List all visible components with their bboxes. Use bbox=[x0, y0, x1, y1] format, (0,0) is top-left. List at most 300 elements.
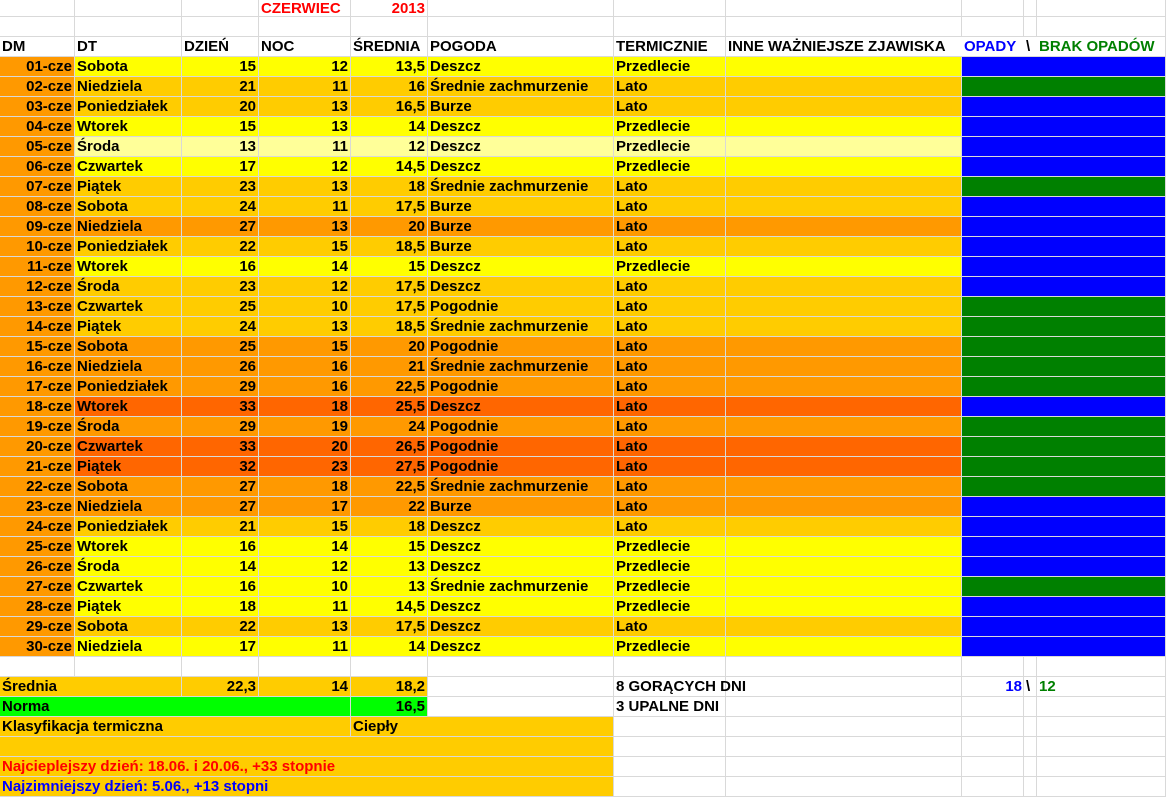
grid-cell[interactable] bbox=[726, 717, 962, 737]
cell-inne[interactable] bbox=[726, 277, 962, 297]
cell-termicznie[interactable]: Przedlecie bbox=[614, 117, 726, 137]
cell-pogoda[interactable]: Deszcz bbox=[428, 557, 614, 577]
grid-cell[interactable] bbox=[428, 0, 614, 17]
cell-opady-dry[interactable] bbox=[962, 337, 1166, 357]
cell-dt[interactable]: Sobota bbox=[75, 197, 182, 217]
cell-opady-dry[interactable] bbox=[962, 437, 1166, 457]
cell-opady-dry[interactable] bbox=[962, 477, 1166, 497]
cell-inne[interactable] bbox=[726, 337, 962, 357]
grid-cell[interactable] bbox=[726, 17, 962, 37]
cell-dm[interactable]: 18-cze bbox=[0, 397, 75, 417]
cell-noc[interactable]: 15 bbox=[259, 237, 351, 257]
grid-cell[interactable] bbox=[1037, 737, 1166, 757]
grid-cell[interactable] bbox=[962, 757, 1024, 777]
cell-noc[interactable]: 11 bbox=[259, 597, 351, 617]
cell-inne[interactable] bbox=[726, 417, 962, 437]
cell-dm[interactable]: 27-cze bbox=[0, 577, 75, 597]
grid-cell[interactable] bbox=[962, 697, 1024, 717]
cell-srednia[interactable]: 12 bbox=[351, 137, 428, 157]
grid-cell[interactable] bbox=[962, 657, 1024, 677]
cell-dzien[interactable]: 25 bbox=[182, 297, 259, 317]
cell-opady-rain[interactable] bbox=[962, 597, 1166, 617]
header-dt[interactable]: DT bbox=[75, 37, 182, 57]
cell-termicznie[interactable]: Lato bbox=[614, 197, 726, 217]
grid-cell[interactable] bbox=[962, 0, 1024, 17]
header-dm[interactable]: DM bbox=[0, 37, 75, 57]
cell-srednia[interactable]: 22,5 bbox=[351, 477, 428, 497]
cell-dzien[interactable]: 21 bbox=[182, 77, 259, 97]
cell-inne[interactable] bbox=[726, 117, 962, 137]
cell-inne[interactable] bbox=[726, 317, 962, 337]
cell-inne[interactable] bbox=[726, 457, 962, 477]
cell-dm[interactable]: 20-cze bbox=[0, 437, 75, 457]
cell-noc[interactable]: 16 bbox=[259, 357, 351, 377]
grid-cell[interactable] bbox=[0, 17, 75, 37]
cell-srednia[interactable]: 24 bbox=[351, 417, 428, 437]
cell-opady-rain[interactable] bbox=[962, 637, 1166, 657]
cell-inne[interactable] bbox=[726, 137, 962, 157]
header-dzien[interactable]: DZIEŃ bbox=[182, 37, 259, 57]
grid-cell[interactable] bbox=[428, 677, 614, 697]
cell-termicznie[interactable]: Lato bbox=[614, 237, 726, 257]
summary-brak-count[interactable]: 12 bbox=[1037, 677, 1166, 697]
cell-opady-rain[interactable] bbox=[962, 497, 1166, 517]
cell-dm[interactable]: 01-cze bbox=[0, 57, 75, 77]
cell-opady-rain[interactable] bbox=[962, 157, 1166, 177]
cell-noc[interactable]: 11 bbox=[259, 197, 351, 217]
cell-inne[interactable] bbox=[726, 557, 962, 577]
cell-dt[interactable]: Niedziela bbox=[75, 637, 182, 657]
cell-dt[interactable]: Wtorek bbox=[75, 397, 182, 417]
cell-srednia[interactable]: 21 bbox=[351, 357, 428, 377]
cell-srednia[interactable]: 18,5 bbox=[351, 237, 428, 257]
grid-cell[interactable] bbox=[962, 17, 1024, 37]
cell-opady-dry[interactable] bbox=[962, 457, 1166, 477]
cell-dt[interactable]: Środa bbox=[75, 557, 182, 577]
grid-cell[interactable] bbox=[428, 17, 614, 37]
cell-srednia[interactable]: 14 bbox=[351, 117, 428, 137]
cell-dzien[interactable]: 15 bbox=[182, 57, 259, 77]
cell-opady-dry[interactable] bbox=[962, 317, 1166, 337]
grid-cell[interactable] bbox=[1024, 737, 1037, 757]
grid-cell[interactable] bbox=[1024, 717, 1037, 737]
cell-termicznie[interactable]: Lato bbox=[614, 437, 726, 457]
title-month[interactable]: CZERWIEC bbox=[259, 0, 351, 17]
grid-cell[interactable] bbox=[351, 17, 428, 37]
cell-noc[interactable]: 12 bbox=[259, 557, 351, 577]
cell-srednia[interactable]: 18 bbox=[351, 177, 428, 197]
grid-cell[interactable] bbox=[1024, 777, 1037, 797]
grid-cell[interactable] bbox=[726, 737, 962, 757]
cell-dzien[interactable]: 21 bbox=[182, 517, 259, 537]
grid-cell[interactable] bbox=[726, 0, 962, 17]
grid-cell[interactable] bbox=[428, 657, 614, 677]
cell-termicznie[interactable]: Lato bbox=[614, 177, 726, 197]
cell-dzien[interactable]: 33 bbox=[182, 437, 259, 457]
cell-opady-rain[interactable] bbox=[962, 617, 1166, 637]
cell-noc[interactable]: 15 bbox=[259, 337, 351, 357]
cell-dt[interactable]: Czwartek bbox=[75, 437, 182, 457]
cell-dm[interactable]: 25-cze bbox=[0, 537, 75, 557]
grid-cell[interactable] bbox=[0, 657, 75, 677]
cell-srednia[interactable]: 18 bbox=[351, 517, 428, 537]
cell-dt[interactable]: Sobota bbox=[75, 477, 182, 497]
cell-termicznie[interactable]: Przedlecie bbox=[614, 577, 726, 597]
cell-pogoda[interactable]: Średnie zachmurzenie bbox=[428, 577, 614, 597]
cell-dzien[interactable]: 24 bbox=[182, 197, 259, 217]
cell-dm[interactable]: 21-cze bbox=[0, 457, 75, 477]
cell-noc[interactable]: 19 bbox=[259, 417, 351, 437]
grid-cell[interactable] bbox=[1024, 657, 1037, 677]
summary-srednia-dzien[interactable]: 22,3 bbox=[182, 677, 259, 697]
grid-cell[interactable] bbox=[1037, 757, 1166, 777]
grid-cell[interactable] bbox=[726, 657, 962, 677]
cell-opady-rain[interactable] bbox=[962, 537, 1166, 557]
cell-inne[interactable] bbox=[726, 177, 962, 197]
cell-pogoda[interactable]: Deszcz bbox=[428, 537, 614, 557]
grid-cell[interactable] bbox=[726, 757, 962, 777]
cell-inne[interactable] bbox=[726, 477, 962, 497]
cell-dt[interactable]: Środa bbox=[75, 417, 182, 437]
cell-dzien[interactable]: 27 bbox=[182, 477, 259, 497]
cell-dzien[interactable]: 32 bbox=[182, 457, 259, 477]
cell-termicznie[interactable]: Przedlecie bbox=[614, 537, 726, 557]
grid-cell[interactable] bbox=[962, 717, 1024, 737]
cell-pogoda[interactable]: Deszcz bbox=[428, 397, 614, 417]
grid-cell[interactable] bbox=[1024, 0, 1037, 17]
header-inne[interactable]: INNE WAŻNIEJSZE ZJAWISKA bbox=[726, 37, 962, 57]
cell-dt[interactable]: Wtorek bbox=[75, 537, 182, 557]
grid-cell[interactable] bbox=[259, 17, 351, 37]
cell-srednia[interactable]: 18,5 bbox=[351, 317, 428, 337]
cell-dm[interactable]: 08-cze bbox=[0, 197, 75, 217]
cell-dzien[interactable]: 23 bbox=[182, 277, 259, 297]
grid-cell[interactable] bbox=[1037, 17, 1166, 37]
cell-srednia[interactable]: 17,5 bbox=[351, 297, 428, 317]
cell-inne[interactable] bbox=[726, 497, 962, 517]
summary-norma-value[interactable]: 16,5 bbox=[351, 697, 428, 717]
cell-pogoda[interactable]: Średnie zachmurzenie bbox=[428, 77, 614, 97]
cell-srednia[interactable]: 13 bbox=[351, 557, 428, 577]
cell-noc[interactable]: 13 bbox=[259, 617, 351, 637]
cell-inne[interactable] bbox=[726, 397, 962, 417]
cell-dzien[interactable]: 23 bbox=[182, 177, 259, 197]
cell-opady-dry[interactable] bbox=[962, 77, 1166, 97]
cell-dm[interactable]: 07-cze bbox=[0, 177, 75, 197]
cell-dzien[interactable]: 18 bbox=[182, 597, 259, 617]
cell-noc[interactable]: 18 bbox=[259, 397, 351, 417]
cell-dzien[interactable]: 13 bbox=[182, 137, 259, 157]
cell-noc[interactable]: 13 bbox=[259, 97, 351, 117]
header-pogoda[interactable]: POGODA bbox=[428, 37, 614, 57]
cell-pogoda[interactable]: Deszcz bbox=[428, 597, 614, 617]
summary-klasyfikacja-value[interactable]: Ciepły bbox=[351, 717, 614, 737]
cell-dt[interactable]: Piątek bbox=[75, 317, 182, 337]
cell-pogoda[interactable]: Pogodnie bbox=[428, 457, 614, 477]
cell-dt[interactable]: Niedziela bbox=[75, 77, 182, 97]
cell-inne[interactable] bbox=[726, 617, 962, 637]
cell-dt[interactable]: Niedziela bbox=[75, 357, 182, 377]
summary-srednia-noc[interactable]: 14 bbox=[259, 677, 351, 697]
cell-noc[interactable]: 23 bbox=[259, 457, 351, 477]
grid-cell[interactable] bbox=[75, 0, 182, 17]
cell-dm[interactable]: 30-cze bbox=[0, 637, 75, 657]
cell-srednia[interactable]: 27,5 bbox=[351, 457, 428, 477]
summary-coldest-day[interactable]: Najzimniejszy dzień: 5.06., +13 stopni bbox=[0, 777, 614, 797]
cell-opady-rain[interactable] bbox=[962, 97, 1166, 117]
grid-cell[interactable] bbox=[1024, 697, 1037, 717]
cell-inne[interactable] bbox=[726, 237, 962, 257]
cell-opady-rain[interactable] bbox=[962, 397, 1166, 417]
cell-dzien[interactable]: 14 bbox=[182, 557, 259, 577]
cell-dm[interactable]: 24-cze bbox=[0, 517, 75, 537]
cell-dt[interactable]: Poniedziałek bbox=[75, 377, 182, 397]
cell-noc[interactable]: 12 bbox=[259, 57, 351, 77]
grid-cell[interactable] bbox=[1037, 717, 1166, 737]
cell-inne[interactable] bbox=[726, 77, 962, 97]
cell-inne[interactable] bbox=[726, 357, 962, 377]
cell-dzien[interactable]: 27 bbox=[182, 217, 259, 237]
cell-dt[interactable]: Niedziela bbox=[75, 497, 182, 517]
cell-dzien[interactable]: 29 bbox=[182, 417, 259, 437]
cell-termicznie[interactable]: Lato bbox=[614, 97, 726, 117]
cell-srednia[interactable]: 17,5 bbox=[351, 197, 428, 217]
header-separator[interactable]: \ bbox=[1024, 37, 1037, 57]
cell-pogoda[interactable]: Pogodnie bbox=[428, 417, 614, 437]
cell-pogoda[interactable]: Pogodnie bbox=[428, 377, 614, 397]
cell-termicznie[interactable]: Lato bbox=[614, 517, 726, 537]
cell-inne[interactable] bbox=[726, 197, 962, 217]
cell-termicznie[interactable]: Przedlecie bbox=[614, 57, 726, 77]
cell-dm[interactable]: 28-cze bbox=[0, 597, 75, 617]
cell-termicznie[interactable]: Lato bbox=[614, 377, 726, 397]
cell-dt[interactable]: Poniedziałek bbox=[75, 517, 182, 537]
cell-noc[interactable]: 20 bbox=[259, 437, 351, 457]
cell-dt[interactable]: Czwartek bbox=[75, 157, 182, 177]
cell-dzien[interactable]: 29 bbox=[182, 377, 259, 397]
cell-dzien[interactable]: 16 bbox=[182, 257, 259, 277]
cell-dm[interactable]: 03-cze bbox=[0, 97, 75, 117]
cell-dzien[interactable]: 20 bbox=[182, 97, 259, 117]
grid-cell[interactable] bbox=[1037, 657, 1166, 677]
cell-pogoda[interactable]: Pogodnie bbox=[428, 297, 614, 317]
cell-termicznie[interactable]: Lato bbox=[614, 297, 726, 317]
cell-pogoda[interactable]: Deszcz bbox=[428, 157, 614, 177]
cell-inne[interactable] bbox=[726, 217, 962, 237]
cell-pogoda[interactable]: Burze bbox=[428, 217, 614, 237]
cell-noc[interactable]: 10 bbox=[259, 577, 351, 597]
cell-opady-dry[interactable] bbox=[962, 577, 1166, 597]
cell-noc[interactable]: 10 bbox=[259, 297, 351, 317]
cell-dt[interactable]: Czwartek bbox=[75, 297, 182, 317]
cell-pogoda[interactable]: Deszcz bbox=[428, 637, 614, 657]
cell-opady-rain[interactable] bbox=[962, 117, 1166, 137]
cell-pogoda[interactable]: Deszcz bbox=[428, 117, 614, 137]
cell-termicznie[interactable]: Przedlecie bbox=[614, 557, 726, 577]
title-year[interactable]: 2013 bbox=[351, 0, 428, 17]
cell-srednia[interactable]: 16 bbox=[351, 77, 428, 97]
cell-noc[interactable]: 13 bbox=[259, 217, 351, 237]
cell-noc[interactable]: 14 bbox=[259, 257, 351, 277]
cell-noc[interactable]: 14 bbox=[259, 537, 351, 557]
cell-pogoda[interactable]: Deszcz bbox=[428, 617, 614, 637]
cell-dzien[interactable]: 22 bbox=[182, 237, 259, 257]
cell-dm[interactable]: 02-cze bbox=[0, 77, 75, 97]
cell-dzien[interactable]: 17 bbox=[182, 157, 259, 177]
summary-srednia-value[interactable]: 18,2 bbox=[351, 677, 428, 697]
cell-termicznie[interactable]: Lato bbox=[614, 317, 726, 337]
cell-dzien[interactable]: 24 bbox=[182, 317, 259, 337]
cell-srednia[interactable]: 13,5 bbox=[351, 57, 428, 77]
cell-opady-rain[interactable] bbox=[962, 57, 1166, 77]
cell-pogoda[interactable]: Burze bbox=[428, 197, 614, 217]
cell-dzien[interactable]: 26 bbox=[182, 357, 259, 377]
cell-dm[interactable]: 22-cze bbox=[0, 477, 75, 497]
cell-noc[interactable]: 13 bbox=[259, 117, 351, 137]
cell-opady-rain[interactable] bbox=[962, 137, 1166, 157]
grid-cell[interactable] bbox=[726, 777, 962, 797]
cell-termicznie[interactable]: Lato bbox=[614, 277, 726, 297]
cell-inne[interactable] bbox=[726, 157, 962, 177]
cell-dt[interactable]: Piątek bbox=[75, 457, 182, 477]
cell-opady-rain[interactable] bbox=[962, 257, 1166, 277]
cell-inne[interactable] bbox=[726, 437, 962, 457]
cell-termicznie[interactable]: Przedlecie bbox=[614, 137, 726, 157]
summary-upalne-days[interactable]: 3 UPALNE DNI bbox=[614, 697, 962, 717]
header-brak-opadow[interactable]: BRAK OPADÓW bbox=[1037, 37, 1166, 57]
grid-cell[interactable] bbox=[182, 657, 259, 677]
cell-pogoda[interactable]: Średnie zachmurzenie bbox=[428, 357, 614, 377]
cell-dzien[interactable]: 25 bbox=[182, 337, 259, 357]
grid-cell[interactable] bbox=[1037, 0, 1166, 17]
cell-dt[interactable]: Sobota bbox=[75, 617, 182, 637]
cell-dt[interactable]: Piątek bbox=[75, 177, 182, 197]
cell-dzien[interactable]: 33 bbox=[182, 397, 259, 417]
cell-noc[interactable]: 15 bbox=[259, 517, 351, 537]
grid-cell[interactable] bbox=[428, 697, 614, 717]
cell-srednia[interactable]: 25,5 bbox=[351, 397, 428, 417]
grid-cell[interactable] bbox=[182, 0, 259, 17]
grid-cell[interactable] bbox=[0, 0, 75, 17]
summary-opady-count[interactable]: 18 bbox=[962, 677, 1024, 697]
cell-dzien[interactable]: 17 bbox=[182, 637, 259, 657]
cell-srednia[interactable]: 13 bbox=[351, 577, 428, 597]
cell-noc[interactable]: 12 bbox=[259, 277, 351, 297]
cell-noc[interactable]: 11 bbox=[259, 137, 351, 157]
summary-norma-label[interactable]: Norma bbox=[0, 697, 351, 717]
cell-dt[interactable]: Środa bbox=[75, 137, 182, 157]
cell-inne[interactable] bbox=[726, 637, 962, 657]
cell-dm[interactable]: 05-cze bbox=[0, 137, 75, 157]
cell-inne[interactable] bbox=[726, 297, 962, 317]
summary-separator[interactable]: \ bbox=[1024, 677, 1037, 697]
cell-pogoda[interactable]: Średnie zachmurzenie bbox=[428, 177, 614, 197]
cell-dzien[interactable]: 16 bbox=[182, 537, 259, 557]
grid-cell[interactable] bbox=[75, 17, 182, 37]
cell-srednia[interactable]: 22,5 bbox=[351, 377, 428, 397]
cell-termicznie[interactable]: Lato bbox=[614, 397, 726, 417]
cell-pogoda[interactable]: Deszcz bbox=[428, 257, 614, 277]
cell-opady-rain[interactable] bbox=[962, 277, 1166, 297]
cell-srednia[interactable]: 15 bbox=[351, 257, 428, 277]
grid-cell[interactable] bbox=[1024, 757, 1037, 777]
cell-dt[interactable]: Piątek bbox=[75, 597, 182, 617]
cell-termicznie[interactable]: Przedlecie bbox=[614, 597, 726, 617]
cell-inne[interactable] bbox=[726, 517, 962, 537]
grid-cell[interactable] bbox=[259, 657, 351, 677]
cell-srednia[interactable]: 14,5 bbox=[351, 157, 428, 177]
cell-srednia[interactable]: 16,5 bbox=[351, 97, 428, 117]
cell-dt[interactable]: Poniedziałek bbox=[75, 237, 182, 257]
cell-inne[interactable] bbox=[726, 597, 962, 617]
cell-opady-rain[interactable] bbox=[962, 517, 1166, 537]
cell-termicznie[interactable]: Przedlecie bbox=[614, 157, 726, 177]
grid-cell[interactable] bbox=[614, 0, 726, 17]
cell-dm[interactable]: 04-cze bbox=[0, 117, 75, 137]
cell-dm[interactable]: 10-cze bbox=[0, 237, 75, 257]
cell-opady-dry[interactable] bbox=[962, 177, 1166, 197]
cell-pogoda[interactable]: Średnie zachmurzenie bbox=[428, 477, 614, 497]
header-noc[interactable]: NOC bbox=[259, 37, 351, 57]
cell-noc[interactable]: 13 bbox=[259, 177, 351, 197]
grid-cell[interactable] bbox=[1037, 697, 1166, 717]
cell-dt[interactable]: Środa bbox=[75, 277, 182, 297]
cell-opady-rain[interactable] bbox=[962, 557, 1166, 577]
cell-pogoda[interactable]: Burze bbox=[428, 237, 614, 257]
cell-pogoda[interactable]: Deszcz bbox=[428, 277, 614, 297]
grid-cell[interactable] bbox=[182, 17, 259, 37]
cell-srednia[interactable]: 14,5 bbox=[351, 597, 428, 617]
cell-srednia[interactable]: 20 bbox=[351, 217, 428, 237]
cell-opady-dry[interactable] bbox=[962, 297, 1166, 317]
cell-termicznie[interactable]: Przedlecie bbox=[614, 637, 726, 657]
cell-dm[interactable]: 15-cze bbox=[0, 337, 75, 357]
summary-spacer[interactable] bbox=[0, 737, 614, 757]
grid-cell[interactable] bbox=[614, 737, 726, 757]
cell-dm[interactable]: 17-cze bbox=[0, 377, 75, 397]
cell-srednia[interactable]: 17,5 bbox=[351, 277, 428, 297]
cell-dt[interactable]: Sobota bbox=[75, 57, 182, 77]
cell-dm[interactable]: 19-cze bbox=[0, 417, 75, 437]
grid-cell[interactable] bbox=[614, 777, 726, 797]
cell-inne[interactable] bbox=[726, 57, 962, 77]
cell-srednia[interactable]: 22 bbox=[351, 497, 428, 517]
grid-cell[interactable] bbox=[75, 657, 182, 677]
cell-pogoda[interactable]: Deszcz bbox=[428, 57, 614, 77]
cell-termicznie[interactable]: Lato bbox=[614, 357, 726, 377]
cell-termicznie[interactable]: Lato bbox=[614, 337, 726, 357]
grid-cell[interactable] bbox=[1037, 777, 1166, 797]
grid-cell[interactable] bbox=[962, 777, 1024, 797]
cell-noc[interactable]: 12 bbox=[259, 157, 351, 177]
cell-srednia[interactable]: 14 bbox=[351, 637, 428, 657]
cell-dm[interactable]: 29-cze bbox=[0, 617, 75, 637]
summary-klasyfikacja-label[interactable]: Klasyfikacja termiczna bbox=[0, 717, 351, 737]
cell-pogoda[interactable]: Burze bbox=[428, 97, 614, 117]
header-termiczne[interactable]: TERMICZNIE bbox=[614, 37, 726, 57]
cell-srednia[interactable]: 17,5 bbox=[351, 617, 428, 637]
cell-srednia[interactable]: 26,5 bbox=[351, 437, 428, 457]
cell-dm[interactable]: 16-cze bbox=[0, 357, 75, 377]
cell-dm[interactable]: 09-cze bbox=[0, 217, 75, 237]
grid-cell[interactable] bbox=[614, 717, 726, 737]
cell-noc[interactable]: 17 bbox=[259, 497, 351, 517]
header-srednia[interactable]: ŚREDNIA bbox=[351, 37, 428, 57]
cell-dm[interactable]: 11-cze bbox=[0, 257, 75, 277]
cell-termicznie[interactable]: Lato bbox=[614, 417, 726, 437]
grid-cell[interactable] bbox=[614, 657, 726, 677]
cell-dt[interactable]: Czwartek bbox=[75, 577, 182, 597]
